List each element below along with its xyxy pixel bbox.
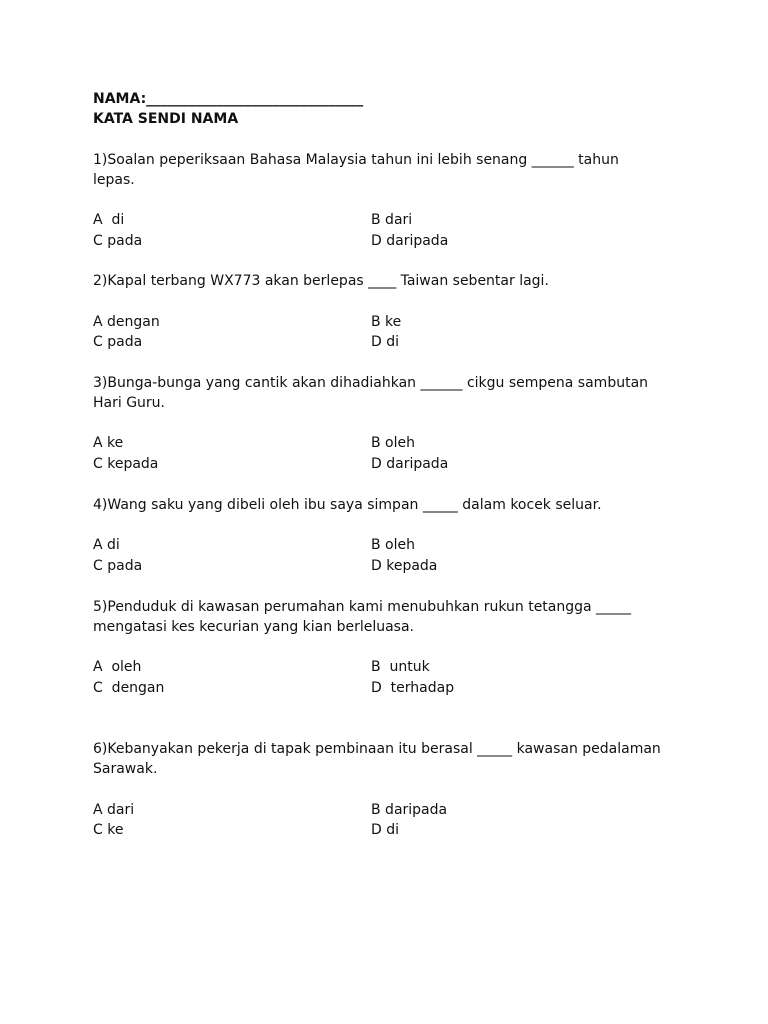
question-1-text: 1)Soalan peperiksaan Bahasa Malaysia tahun ini lebih senang ______ tahun: [93, 152, 619, 168]
worksheet-title: KATA SENDI NAMA: [93, 111, 239, 127]
question-4-option-a: A di: [93, 537, 120, 553]
question-6-text-cont: Sarawak.: [93, 761, 158, 777]
name-line: NAMA:_______________________________: [93, 91, 364, 107]
question-6-text: 6)Kebanyakan pekerja di tapak pembinaan itu berasal _____ kawasan pedalaman: [93, 741, 661, 757]
question-6-option-c: C ke: [93, 822, 124, 838]
question-3-option-a: A ke: [93, 435, 124, 451]
question-5-option-a: A oleh: [93, 659, 142, 675]
question-5-option-d: D terhadap: [371, 680, 455, 696]
question-2-option-a: A dengan: [93, 314, 160, 330]
question-1-option-a: A di: [93, 212, 125, 228]
question-2-option-c: C pada: [93, 334, 143, 350]
question-3-text-cont: Hari Guru.: [93, 395, 166, 411]
question-2-option-b: B ke: [371, 314, 402, 330]
question-2-option-d: D di: [371, 334, 400, 350]
question-5-option-b: B untuk: [371, 659, 430, 675]
question-3-option-d: D daripada: [371, 456, 449, 472]
question-2-text: 2)Kapal terbang WX773 akan berlepas ____ Taiwan sebentar lagi.: [93, 273, 549, 289]
question-6-option-d: D di: [371, 822, 400, 838]
question-5-option-c: C dengan: [93, 680, 165, 696]
question-3-option-b: B oleh: [371, 435, 415, 451]
question-3-text: 3)Bunga-bunga yang cantik akan dihadiahkan ______ cikgu sempena sambutan: [93, 375, 649, 391]
question-4-text: 4)Wang saku yang dibeli oleh ibu saya simpan _____ dalam kocek seluar.: [93, 497, 602, 513]
question-1-option-c: C pada: [93, 233, 143, 249]
question-1-option-b: B dari: [371, 212, 413, 228]
question-5-text: 5)Penduduk di kawasan perumahan kami menubuhkan rukun tetangga _____: [93, 599, 632, 615]
question-6-option-a: A dari: [93, 802, 135, 818]
question-5-text-cont: mengatasi kes kecurian yang kian berleluasa.: [93, 619, 414, 635]
question-4-option-d: D kepada: [371, 558, 438, 574]
question-4-option-b: B oleh: [371, 537, 415, 553]
question-1-text-cont: lepas.: [93, 172, 135, 188]
question-6-option-b: B daripada: [371, 802, 448, 818]
question-4-option-c: C pada: [93, 558, 143, 574]
question-1-option-d: D daripada: [371, 233, 449, 249]
question-3-option-c: C kepada: [93, 456, 159, 472]
